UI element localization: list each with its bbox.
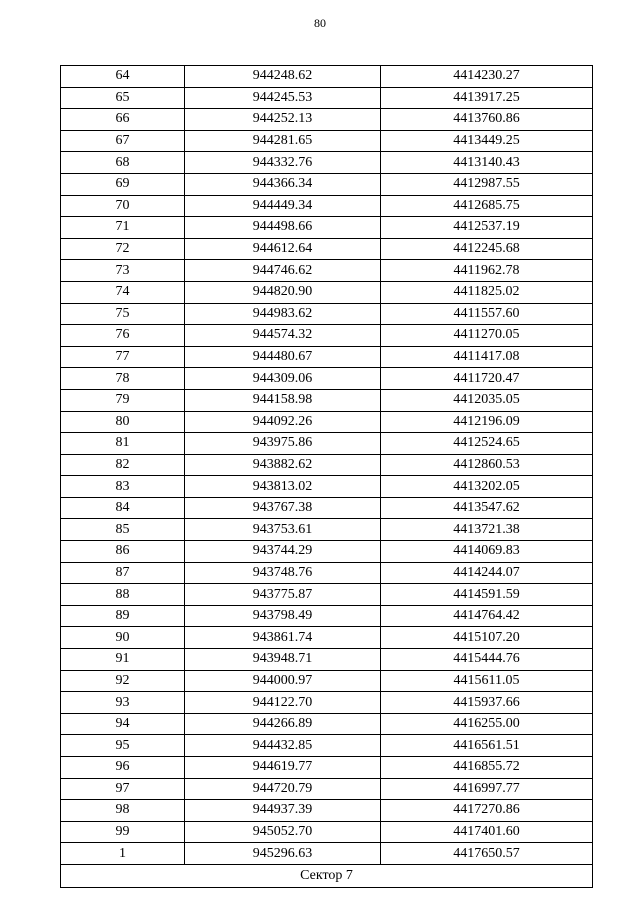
y-coordinate-cell: 4411270.05 (381, 325, 593, 347)
table-row (61, 260, 593, 282)
x-coordinate-cell: 944266.89 (185, 713, 381, 735)
table-row (61, 800, 593, 822)
y-coordinate-cell: 4412524.65 (381, 433, 593, 455)
point-number-cell: 91 (61, 649, 185, 671)
x-coordinate-cell: 943744.29 (185, 541, 381, 563)
table-row (61, 757, 593, 779)
point-number-cell: 67 (61, 130, 185, 152)
x-coordinate-cell: 945296.63 (185, 843, 381, 865)
y-coordinate-cell: 4415611.05 (381, 670, 593, 692)
table-row (61, 476, 593, 498)
table-row (61, 821, 593, 843)
point-number-cell: 90 (61, 627, 185, 649)
point-number-cell: 98 (61, 800, 185, 822)
y-coordinate-cell: 4413917.25 (381, 87, 593, 109)
point-number-cell: 97 (61, 778, 185, 800)
y-coordinate-cell: 4414230.27 (381, 66, 593, 88)
table-row (61, 325, 593, 347)
y-coordinate-cell: 4412685.75 (381, 195, 593, 217)
table-row (61, 152, 593, 174)
x-coordinate-cell: 944720.79 (185, 778, 381, 800)
table-row (61, 195, 593, 217)
x-coordinate-cell: 944252.13 (185, 109, 381, 131)
table-row (61, 562, 593, 584)
y-coordinate-cell: 4416561.51 (381, 735, 593, 757)
x-coordinate-cell: 943948.71 (185, 649, 381, 671)
x-coordinate-cell: 944332.76 (185, 152, 381, 174)
point-number-cell: 85 (61, 519, 185, 541)
table-row (61, 87, 593, 109)
y-coordinate-cell: 4414764.42 (381, 605, 593, 627)
point-number-cell: 89 (61, 605, 185, 627)
point-number-cell: 86 (61, 541, 185, 563)
x-coordinate-cell: 943882.62 (185, 454, 381, 476)
point-number-cell: 73 (61, 260, 185, 282)
x-coordinate-cell: 943753.61 (185, 519, 381, 541)
x-coordinate-cell: 944820.90 (185, 281, 381, 303)
x-coordinate-cell: 944158.98 (185, 389, 381, 411)
point-number-cell: 96 (61, 757, 185, 779)
x-coordinate-cell: 943775.87 (185, 584, 381, 606)
y-coordinate-cell: 4411557.60 (381, 303, 593, 325)
y-coordinate-cell: 4413547.62 (381, 497, 593, 519)
point-number-cell: 95 (61, 735, 185, 757)
table-row (61, 130, 593, 152)
table-row (61, 605, 593, 627)
x-coordinate-cell: 944122.70 (185, 692, 381, 714)
table-row (61, 368, 593, 390)
x-coordinate-cell: 944092.26 (185, 411, 381, 433)
point-number-cell: 94 (61, 713, 185, 735)
x-coordinate-cell: 944612.64 (185, 238, 381, 260)
x-coordinate-cell: 944281.65 (185, 130, 381, 152)
table-row (61, 497, 593, 519)
table-row (61, 454, 593, 476)
table-row (61, 778, 593, 800)
x-coordinate-cell: 944574.32 (185, 325, 381, 347)
point-number-cell: 77 (61, 346, 185, 368)
table-row (61, 584, 593, 606)
y-coordinate-cell: 4412196.09 (381, 411, 593, 433)
x-coordinate-cell: 944619.77 (185, 757, 381, 779)
y-coordinate-cell: 4417650.57 (381, 843, 593, 865)
x-coordinate-cell: 944983.62 (185, 303, 381, 325)
table-row (61, 649, 593, 671)
y-coordinate-cell: 4415937.66 (381, 692, 593, 714)
y-coordinate-cell: 4414244.07 (381, 562, 593, 584)
table-row (61, 433, 593, 455)
table-row (61, 303, 593, 325)
y-coordinate-cell: 4411825.02 (381, 281, 593, 303)
table-row (61, 713, 593, 735)
sector-row (61, 864, 593, 887)
table-row (61, 670, 593, 692)
sector-label: Сектор 7 (61, 864, 593, 887)
point-number-cell: 65 (61, 87, 185, 109)
coordinates-table (60, 65, 593, 888)
point-number-cell: 81 (61, 433, 185, 455)
table-row (61, 541, 593, 563)
x-coordinate-cell: 943767.38 (185, 497, 381, 519)
table-row (61, 173, 593, 195)
y-coordinate-cell: 4416255.00 (381, 713, 593, 735)
table-row (61, 735, 593, 757)
y-coordinate-cell: 4413140.43 (381, 152, 593, 174)
table-row (61, 843, 593, 865)
y-coordinate-cell: 4414591.59 (381, 584, 593, 606)
point-number-cell: 71 (61, 217, 185, 239)
y-coordinate-cell: 4415444.76 (381, 649, 593, 671)
y-coordinate-cell: 4411720.47 (381, 368, 593, 390)
table-row (61, 66, 593, 88)
y-coordinate-cell: 4415107.20 (381, 627, 593, 649)
point-number-cell: 88 (61, 584, 185, 606)
y-coordinate-cell: 4413721.38 (381, 519, 593, 541)
x-coordinate-cell: 944245.53 (185, 87, 381, 109)
point-number-cell: 93 (61, 692, 185, 714)
table-row (61, 519, 593, 541)
point-number-cell: 66 (61, 109, 185, 131)
point-number-cell: 79 (61, 389, 185, 411)
x-coordinate-cell: 943861.74 (185, 627, 381, 649)
point-number-cell: 84 (61, 497, 185, 519)
x-coordinate-cell: 943748.76 (185, 562, 381, 584)
x-coordinate-cell: 943813.02 (185, 476, 381, 498)
point-number-cell: 74 (61, 281, 185, 303)
point-number-cell: 82 (61, 454, 185, 476)
y-coordinate-cell: 4412537.19 (381, 217, 593, 239)
y-coordinate-cell: 4413760.86 (381, 109, 593, 131)
point-number-cell: 99 (61, 821, 185, 843)
x-coordinate-cell: 945052.70 (185, 821, 381, 843)
point-number-cell: 72 (61, 238, 185, 260)
y-coordinate-cell: 4413449.25 (381, 130, 593, 152)
table-row (61, 692, 593, 714)
point-number-cell: 87 (61, 562, 185, 584)
x-coordinate-cell: 944000.97 (185, 670, 381, 692)
point-number-cell: 80 (61, 411, 185, 433)
y-coordinate-cell: 4417270.86 (381, 800, 593, 822)
y-coordinate-cell: 4416997.77 (381, 778, 593, 800)
x-coordinate-cell: 944937.39 (185, 800, 381, 822)
point-number-cell: 68 (61, 152, 185, 174)
y-coordinate-cell: 4414069.83 (381, 541, 593, 563)
y-coordinate-cell: 4416855.72 (381, 757, 593, 779)
page-number: 80 (314, 16, 326, 30)
x-coordinate-cell: 944248.62 (185, 66, 381, 88)
y-coordinate-cell: 4411962.78 (381, 260, 593, 282)
point-number-cell: 92 (61, 670, 185, 692)
y-coordinate-cell: 4417401.60 (381, 821, 593, 843)
point-number-cell: 70 (61, 195, 185, 217)
point-number-cell: 1 (61, 843, 185, 865)
point-number-cell: 75 (61, 303, 185, 325)
coordinates-table-body (61, 66, 593, 888)
x-coordinate-cell: 943798.49 (185, 605, 381, 627)
x-coordinate-cell: 944449.34 (185, 195, 381, 217)
x-coordinate-cell: 944309.06 (185, 368, 381, 390)
point-number-cell: 76 (61, 325, 185, 347)
y-coordinate-cell: 4413202.05 (381, 476, 593, 498)
x-coordinate-cell: 944480.67 (185, 346, 381, 368)
x-coordinate-cell: 943975.86 (185, 433, 381, 455)
x-coordinate-cell: 944432.85 (185, 735, 381, 757)
y-coordinate-cell: 4412860.53 (381, 454, 593, 476)
table-row (61, 238, 593, 260)
table-row (61, 217, 593, 239)
point-number-cell: 64 (61, 66, 185, 88)
y-coordinate-cell: 4411417.08 (381, 346, 593, 368)
point-number-cell: 83 (61, 476, 185, 498)
table-row (61, 411, 593, 433)
table-row (61, 281, 593, 303)
y-coordinate-cell: 4412987.55 (381, 173, 593, 195)
point-number-cell: 69 (61, 173, 185, 195)
point-number-cell: 78 (61, 368, 185, 390)
x-coordinate-cell: 944366.34 (185, 173, 381, 195)
table-row (61, 627, 593, 649)
x-coordinate-cell: 944498.66 (185, 217, 381, 239)
table-row (61, 346, 593, 368)
table-row (61, 109, 593, 131)
x-coordinate-cell: 944746.62 (185, 260, 381, 282)
y-coordinate-cell: 4412245.68 (381, 238, 593, 260)
table-row (61, 389, 593, 411)
y-coordinate-cell: 4412035.05 (381, 389, 593, 411)
